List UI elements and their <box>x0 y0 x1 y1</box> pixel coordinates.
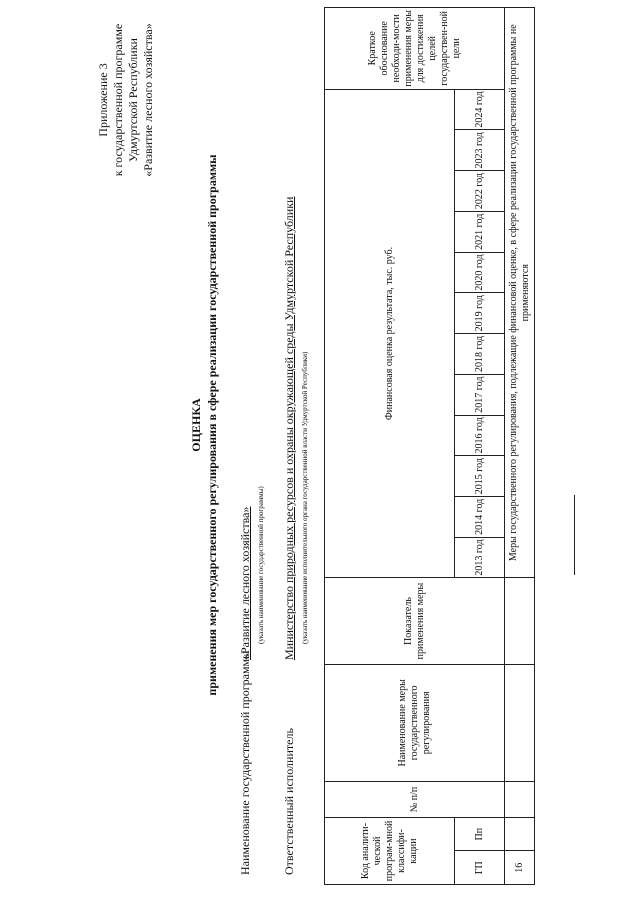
title-line2: применения мер государственного регулирования в сфере реализации государственной программы <box>205 154 219 696</box>
year-2024: 2024 год <box>455 89 505 130</box>
appendix-line4: «Развитие лесного хозяйства» <box>141 23 155 177</box>
appendix-line3: Удмуртской Республики <box>126 38 140 162</box>
responsible-value: Министерство природных ресурсов и охраны окружающей среды Удмуртской Республики <box>282 196 296 660</box>
header-gp: ГП <box>455 851 505 885</box>
appendix-line1: Приложение 3 <box>96 63 110 137</box>
row-gp: 16 <box>505 851 535 885</box>
responsible-label: Ответственный исполнитель <box>282 728 296 875</box>
title-line1: ОЦЕНКА <box>189 398 203 452</box>
year-2020: 2020 год <box>455 252 505 293</box>
header-measure-name: Наименование меры государственного регулирования <box>325 664 505 781</box>
row-number <box>505 782 535 818</box>
appendix-line2: к государственной программе <box>111 23 125 177</box>
year-2013: 2013 год <box>455 537 505 578</box>
header-pp: Пп <box>455 817 505 851</box>
appendix-header <box>96 0 156 200</box>
header-code: Код аналити-ческой програм-мной классифи-кации <box>325 817 455 884</box>
year-2021: 2021 год <box>455 211 505 252</box>
program-value: «Развитие лесного хозяйства» <box>238 506 252 660</box>
row-measure-name <box>505 664 535 781</box>
header-number: № п/п <box>325 782 505 818</box>
evaluation-table <box>324 7 535 885</box>
year-2022: 2022 год <box>455 171 505 212</box>
header-financial-estimate: Финансовая оценка результата, тыс. руб. <box>325 89 455 578</box>
header-justification: Краткое обоснование необходи-мости применения меры для достижения целей государствен-ной цели <box>325 8 505 90</box>
year-2023: 2023 год <box>455 130 505 171</box>
program-label: Наименование государственной программы <box>238 650 252 875</box>
year-2016: 2016 год <box>455 415 505 456</box>
year-2015: 2015 год <box>455 456 505 497</box>
year-2017: 2017 год <box>455 374 505 415</box>
row-indicator <box>505 578 535 664</box>
year-2019: 2019 год <box>455 293 505 334</box>
row-pp <box>505 817 535 851</box>
document-title <box>188 105 220 745</box>
responsible-hint: (указать наименование исполнительного органа государственной власти Удмуртской Республики) <box>301 351 309 644</box>
row-note: Меры государственного регулирования, подлежащие финансовой оценке, в сфере реализации государственной программы не применяются <box>505 8 535 578</box>
responsible-executor-row <box>282 196 309 875</box>
header-indicator: Показатель применения меры <box>325 578 505 664</box>
year-2018: 2018 год <box>455 334 505 375</box>
closing-rule <box>574 495 575 575</box>
year-2014: 2014 год <box>455 496 505 537</box>
program-hint: (указать наименование государственной программы) <box>257 486 265 644</box>
program-name-row <box>238 486 265 875</box>
